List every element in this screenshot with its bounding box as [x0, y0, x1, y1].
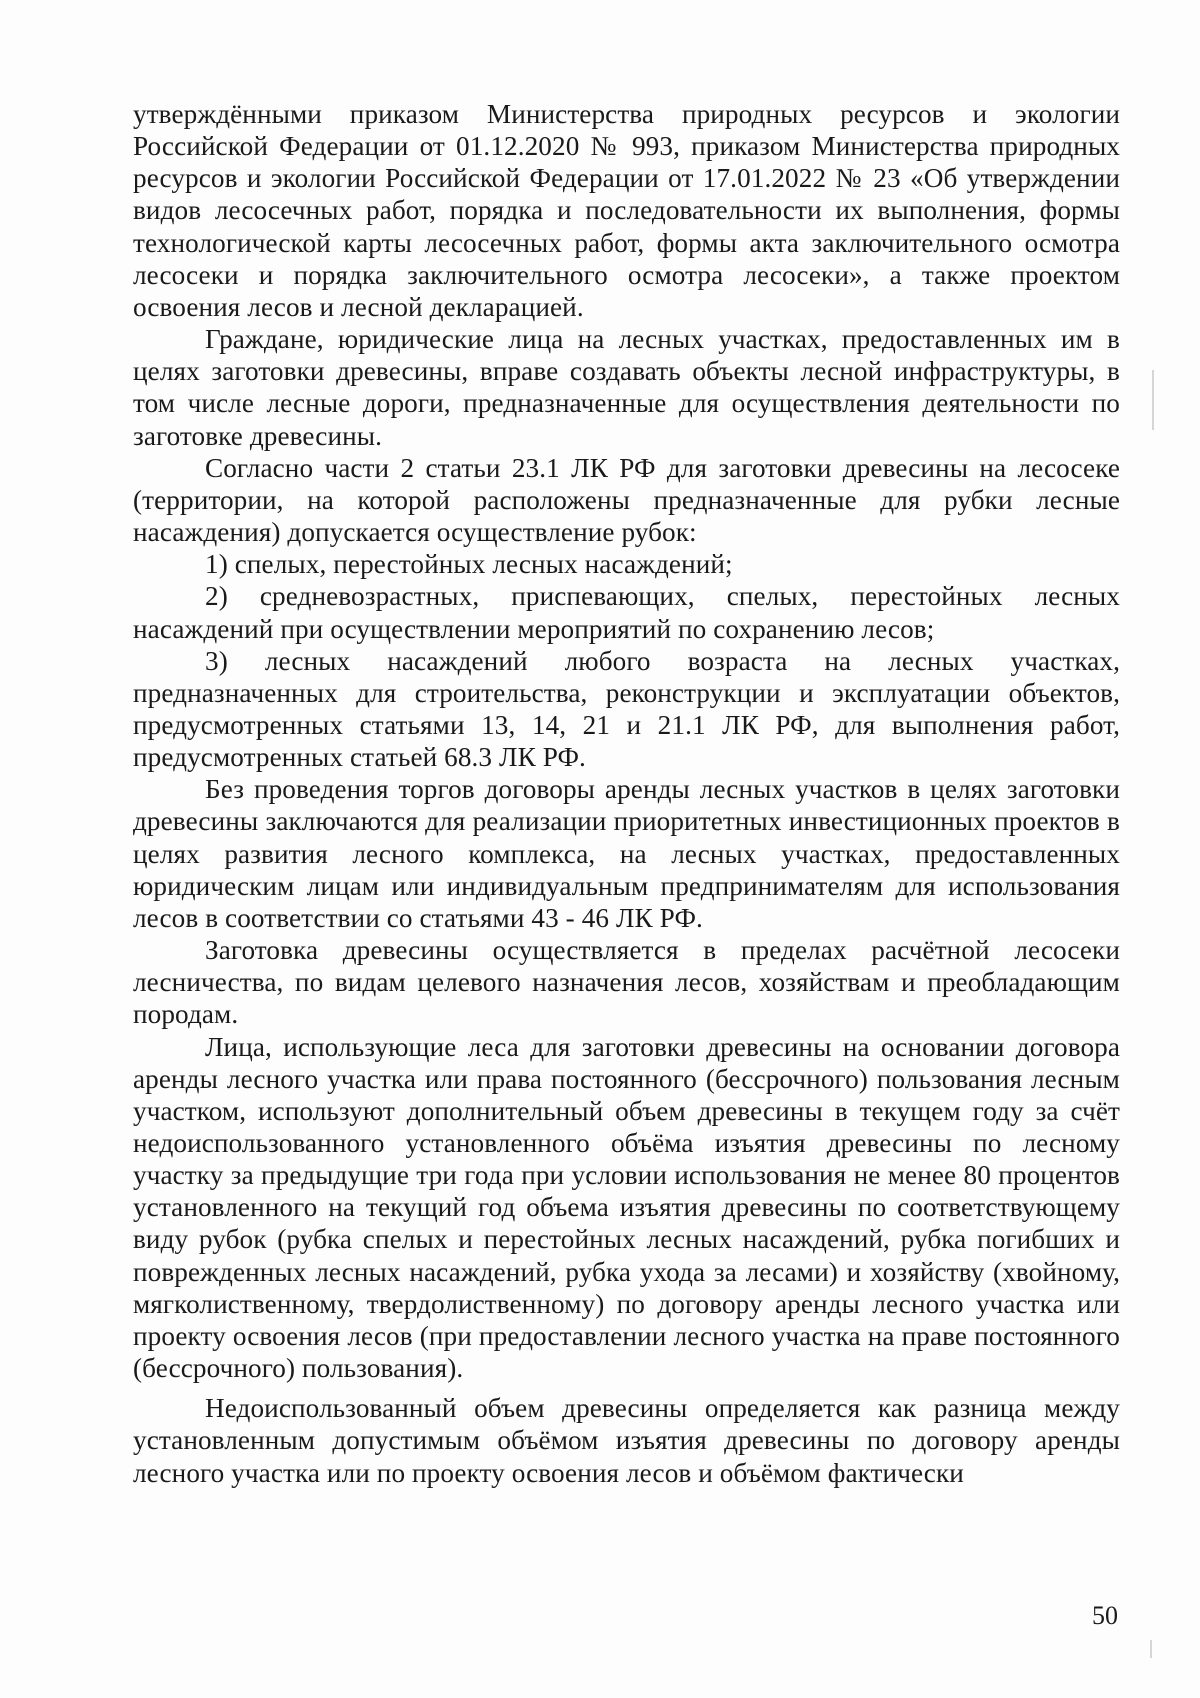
paragraph-no-auction: Без проведения торгов договоры аренды лесных участков в целях заготовки древесины заключаются для реализации приоритетных инвестиционных проектов в целях развития лесного комплекса, на лесных участках, предоставленных юридическим лицам или индивидуальным предпринимателям для использования лесов в соответствии со статьями 43 - 46 ЛК РФ.: [133, 774, 1120, 933]
list-item-2: 2) средневозрастных, приспевающих, спелых, перестойных лесных насаждений при осуществлении мероприятий по сохранению лесов;: [133, 581, 1120, 644]
paragraph-unused-volume: Недоиспользованный объем древесины определяется как разница между установленным допустимым объёмом изъятия древесины по договору аренды лесного участка или по проекту освоения лесов и объёмом фактически: [133, 1393, 1120, 1488]
scan-artifact: [1150, 1640, 1152, 1658]
paragraph-continuation: утверждёнными приказом Министерства природных ресурсов и экологии Российской Федерации от 01.12.2020 № 993, приказом Министерства природных ресурсов и экологии Российской Федерации от 17.01.2022 № 23 «Об утверждении видов лесосечных работ, порядка и последовательности их выполнения, формы технологической карты лесосечных работ, формы акта заключительного осмотра лесосеки и порядка заключительного осмотра лесосеки», а также проектом освоения лесов и лесной декларацией.: [133, 99, 1120, 322]
paragraph-harvest-limits: Заготовка древесины осуществляется в пределах расчётной лесосеки лесничества, по видам целевого назначения лесов, хозяйствам и преобладающим породам.: [133, 935, 1120, 1030]
paragraph-additional-volume: Лица, использующие леса для заготовки древесины на основании договора аренды лесного участка или права постоянного (бессрочного) пользования лесным участком, используют дополнительный объем древесины в текущем году за счёт недоиспользованного установленного объёма изъятия древесины по лесному участку за предыдущие три года при условии использования не менее 80 процентов установленного на текущий год объема изъятия древесины по соответствующему виду рубок (рубка спелых и перестойных лесных насаждений, рубка погибших и поврежденных лесных насаждений, рубка ухода за лесами) и хозяйству (хвойному, мягколиственному, твердолиственному) по договору аренды лесного участка или проекту освоения лесов (при предоставлении лесного участка на праве постоянного (бессрочного) пользования).: [133, 1031, 1120, 1384]
paragraph-article-23-1: Согласно части 2 статьи 23.1 ЛК РФ для заготовки древесины на лесосеке (территории, на которой расположены предназначенные для рубки лесные насаждения) допускается осуществление рубок:: [133, 452, 1120, 548]
scan-artifact: [1152, 370, 1154, 430]
document-body: [133, 98, 1120, 1489]
list-item-1: 1) спелых, перестойных лесных насаждений;: [205, 549, 733, 580]
list-item-3: 3) лесных насаждений любого возраста на лесных участках, предназначенных для строительства, реконструкции и эксплуатации объектов, предусмотренных статьями 13, 14, 21 и 21.1 ЛК РФ, для выполнения работ, предусмотренных статьей 68.3 ЛК РФ.: [133, 645, 1120, 773]
paragraph-citizens: Граждане, юридические лица на лесных участках, предоставленных им в целях заготовки древесины, вправе создавать объекты лесной инфраструктуры, в том числе лесные дороги, предназначенные для осуществления деятельности по заготовке древесины.: [133, 324, 1120, 451]
page-number: 50: [1092, 1601, 1118, 1630]
